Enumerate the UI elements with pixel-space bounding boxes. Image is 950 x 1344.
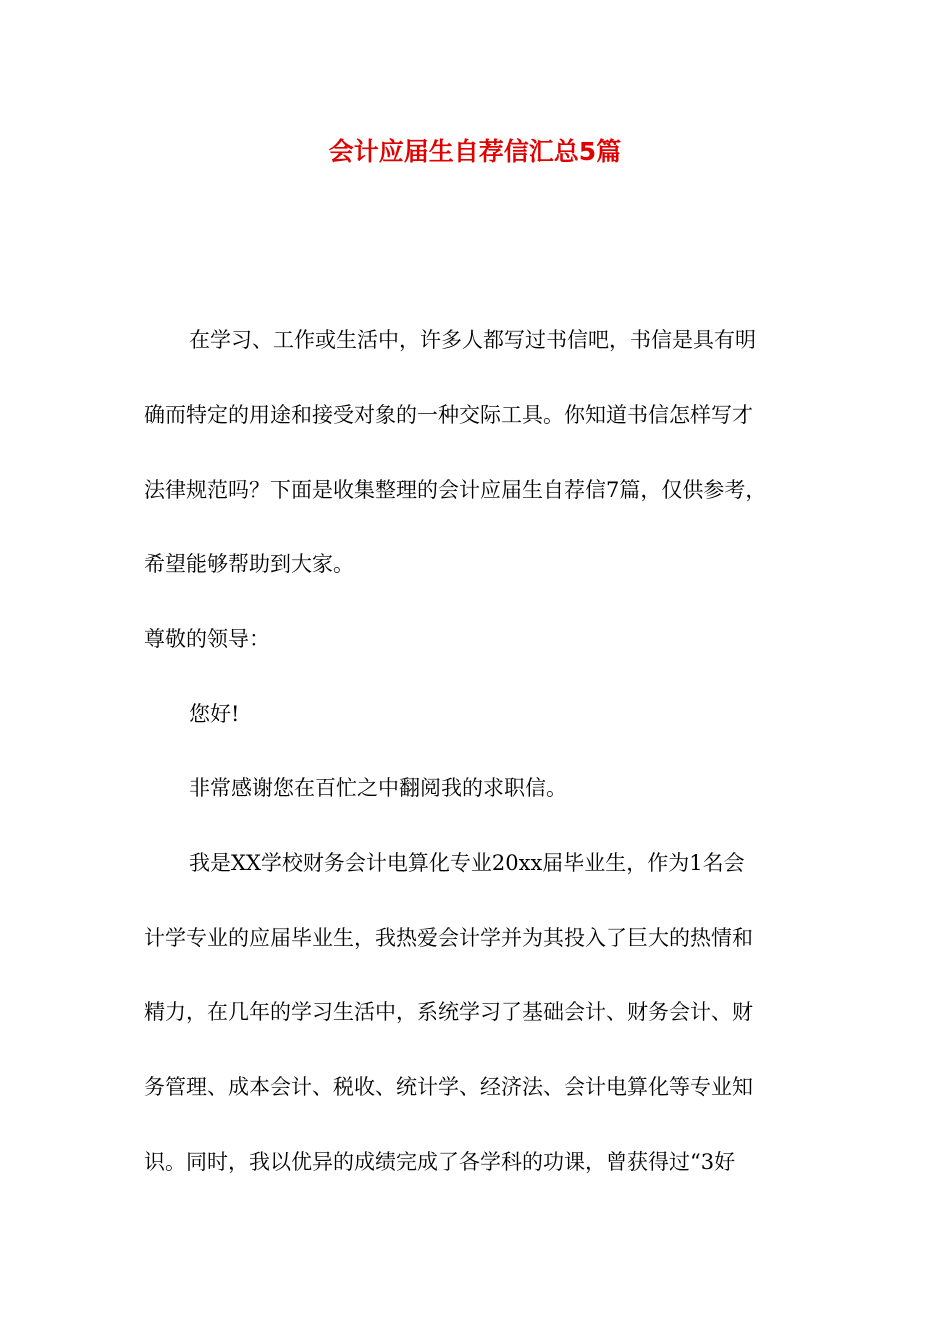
salutation: 尊敬的领导： (144, 627, 270, 651)
paragraph-line: 确而特定的用途和接受对象的一种交际工具。你知道书信怎样写才 (144, 403, 753, 427)
paragraph-line: 法律规范吗？下面是收集整理的会计应届生自荐信7篇，仅供参考， (144, 478, 767, 502)
paragraph-line: 非常感谢您在百忙之中翻阅我的求职信。 (189, 776, 567, 800)
greeting: 您好! (189, 702, 240, 726)
document-title: 会计应届生自荐信汇总5篇 (328, 137, 622, 166)
paragraph-line: 识。同时，我以优异的成绩完成了各学科的功课，曾获得过“3好 (144, 1150, 736, 1174)
paragraph-line: 我是XX学校财务会计电算化专业20xx届毕业生，作为1名会 (189, 851, 745, 875)
paragraph-line: 希望能够帮助到大家。 (144, 552, 354, 576)
paragraph-line: 计学专业的应届毕业生，我热爱会计学并为其投入了巨大的热情和 (144, 926, 753, 950)
paragraph-line: 在学习、工作或生活中，许多人都写过书信吧，书信是具有明 (189, 328, 756, 352)
paragraph-line: 务管理、成本会计、税收、统计学、经济法、会计电算化等专业知 (144, 1075, 753, 1099)
paragraph-line: 精力，在几年的学习生活中，系统学习了基础会计、财务会计、财 (144, 1000, 753, 1024)
